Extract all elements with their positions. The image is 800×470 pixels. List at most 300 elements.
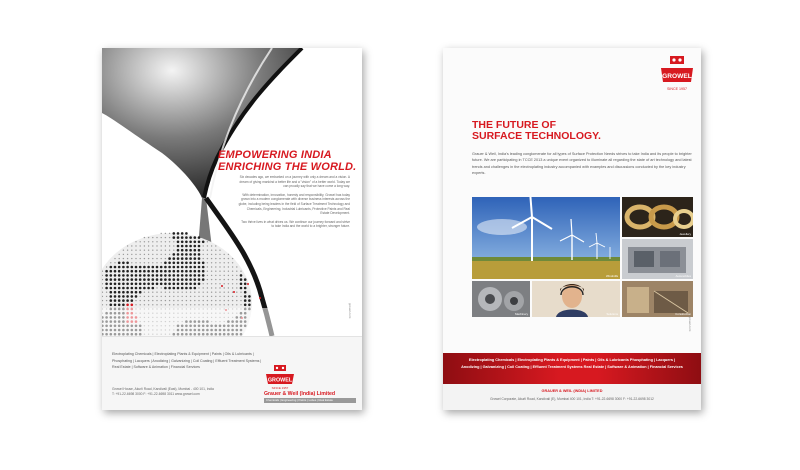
globe-dot	[135, 304, 136, 305]
globe-dot	[118, 304, 121, 307]
globe-dot	[219, 283, 220, 284]
globe-dot	[219, 271, 220, 272]
globe-dot	[122, 266, 125, 269]
globe-dot	[198, 236, 201, 239]
globe-dot	[118, 291, 121, 294]
globe-dot	[165, 254, 166, 255]
globe-dot	[185, 266, 188, 269]
globe-dot	[236, 275, 237, 276]
globe-dot	[118, 274, 121, 277]
globe-dot	[143, 266, 146, 269]
left-tagline: Chemicals | Engineering | Paints | Lubes | Real Estate	[264, 398, 356, 403]
globe-dot	[131, 287, 134, 290]
globe-dot	[131, 283, 134, 286]
globe-dot	[148, 262, 149, 263]
globe-dot	[135, 258, 136, 259]
globe-dot	[152, 266, 155, 269]
globe-dot	[190, 296, 191, 297]
globe-dot	[105, 274, 108, 277]
globe-dot	[181, 266, 184, 269]
globe-dot	[215, 258, 216, 259]
globe-dot	[211, 279, 212, 280]
globe-dot	[198, 274, 201, 277]
globe-dot	[156, 258, 157, 259]
globe-dot	[240, 296, 241, 297]
globe-dot	[164, 262, 167, 265]
globe-dot	[173, 241, 174, 242]
globe-dot	[240, 304, 241, 305]
globe-dot	[126, 262, 129, 265]
globe-dot	[140, 262, 141, 263]
globe-dot	[203, 258, 204, 259]
globe-dot	[156, 296, 157, 297]
globe-dot	[165, 245, 166, 246]
globe-dot	[152, 287, 155, 290]
globe-dot	[181, 287, 184, 290]
globe-dot	[211, 292, 212, 293]
globe-dot	[232, 283, 233, 284]
globe-dot	[118, 295, 121, 298]
globe-dot	[215, 266, 216, 267]
globe-dot	[123, 258, 124, 259]
globe-dot	[198, 304, 199, 305]
globe-dot	[144, 258, 145, 259]
globe-dot	[177, 278, 180, 281]
globe-dot	[228, 304, 229, 305]
globe-dot	[156, 241, 157, 242]
globe-dot	[148, 296, 149, 297]
left-address-line: Growel House, Akurli Road, Kandivali (East), Mumbai - 400 101, India	[112, 387, 214, 391]
logo-since: SINCE 1957	[667, 87, 687, 91]
globe-dot	[203, 304, 204, 305]
globe-dot	[181, 232, 184, 235]
globe-dot	[228, 296, 229, 297]
globe-dot	[152, 300, 153, 301]
globe-dot	[236, 296, 237, 297]
globe-dot	[247, 283, 249, 285]
product-band-text: Electroplating Chemicals | Electroplating Plants & Equipment | Paints | Oils & Lubricants Phosphating | Lacquers | Anodizing | Galvanizing | Coil Coating | Effluent Treatment Systems Real Estate | Software & Animation | Financial Services	[461, 358, 683, 369]
globe-dot	[131, 245, 132, 246]
globe-dot	[185, 249, 188, 252]
globe-dot	[164, 287, 167, 290]
globe-dot	[173, 283, 176, 286]
globe-dot	[194, 266, 197, 269]
globe-dot	[173, 245, 174, 246]
globe-dot	[156, 300, 157, 301]
globe-dot	[161, 250, 162, 251]
globe-dot	[177, 236, 180, 239]
globe-dot	[165, 296, 166, 297]
globe-dot	[202, 274, 205, 277]
globe-dot	[156, 304, 157, 305]
globe-dot	[177, 232, 180, 235]
globe-dot	[228, 262, 229, 263]
globe-dot	[119, 254, 120, 255]
globe-dot	[173, 232, 176, 235]
globe-dot	[140, 300, 141, 301]
globe-dot	[202, 266, 205, 269]
globe-dot	[131, 304, 134, 307]
globe-dot	[135, 270, 138, 273]
globe-dot	[207, 292, 208, 293]
globe-dot	[110, 283, 113, 286]
globe-dot	[177, 262, 180, 265]
wind-turbines-image	[472, 197, 620, 279]
globe-dot	[135, 262, 136, 263]
globe-dot	[211, 250, 212, 251]
globe-dot	[198, 287, 199, 288]
machinery-photo	[472, 281, 530, 317]
globe-dot	[135, 245, 136, 246]
globe-dot	[232, 287, 233, 288]
globe-dot	[189, 283, 192, 286]
globe-dot	[181, 274, 184, 277]
globe-dot	[181, 245, 184, 248]
left-body-paragraph: Six decades ago, we embarked on a journey with only a dream and a vision. A dream of giving mankind a better life and a "vision" of a better world. Today we can proudly say that we have come a long way.	[239, 175, 350, 189]
globe-dot	[156, 262, 157, 263]
right-footer	[443, 384, 701, 410]
right-company-name: GRAUER & WEIL (INDIA) LIMITED	[541, 389, 603, 393]
left-company-name: Grauer & Weil (India) Limited	[264, 391, 336, 397]
globe-dot	[135, 266, 138, 269]
globe-dot	[118, 262, 121, 265]
globe-dot	[126, 283, 129, 286]
globe-dot	[160, 278, 163, 281]
globe-dot	[118, 270, 121, 273]
globe-dot	[110, 278, 113, 281]
globe-dot	[185, 253, 188, 256]
globe-dot	[177, 241, 180, 244]
globe-dot	[148, 300, 149, 301]
globe-dot	[169, 254, 170, 255]
globe-dot	[131, 291, 134, 294]
globe-dot	[181, 249, 184, 252]
globe-dot	[135, 250, 136, 251]
globe-dot	[135, 254, 136, 255]
globe-dot	[173, 262, 176, 265]
globe-dot	[161, 262, 162, 263]
right-body-copy: Grauer & Weil, India's leading conglomerate for all types of Surface Protection Needs strives to take India and its people to brighter future. We are participating in TCCE 2013 a unique event organized to illuminate all regarding the state of art technology and latest trends and challenges in the electroplating industry accompanied with examples and discussions conducted by the key industry experts.	[472, 152, 692, 176]
globe-dot	[126, 295, 129, 298]
globe-dot	[203, 287, 204, 288]
globe-dot	[224, 292, 225, 293]
globe-dot	[173, 292, 174, 293]
globe-dot	[203, 296, 204, 297]
globe-dot	[198, 296, 199, 297]
globe-dot	[236, 279, 237, 280]
globe-dot	[198, 241, 201, 244]
globe-dot	[215, 254, 216, 255]
globe-dot	[215, 245, 216, 246]
globe-dot	[160, 283, 163, 286]
globe-dot	[211, 245, 212, 246]
globe-dot	[185, 283, 188, 286]
globe-dot	[190, 292, 191, 293]
globe-dot	[139, 266, 142, 269]
left-headline-line2: ENRICHING THE WORLD.	[218, 161, 357, 173]
left-advertisement-page	[102, 48, 362, 410]
globe-dot	[207, 275, 208, 276]
globe-dot	[233, 291, 235, 293]
globe-dot	[215, 275, 216, 276]
globe-dot	[202, 270, 205, 273]
globe-dot	[185, 241, 188, 244]
globe-dot	[189, 270, 192, 273]
globe-dot	[169, 304, 170, 305]
globe-dot	[228, 275, 229, 276]
globe-dot	[259, 297, 261, 299]
globe-dot	[244, 291, 247, 294]
globe-dot	[165, 292, 166, 293]
globe-dot	[185, 274, 188, 277]
globe-dot	[114, 258, 115, 259]
globe-dot	[126, 266, 129, 269]
globe-dot	[110, 274, 113, 277]
globe-dot	[110, 299, 113, 302]
globe-dot	[228, 271, 229, 272]
globe-dot	[135, 291, 138, 294]
globe-dot	[144, 250, 145, 251]
globe-dot	[114, 299, 117, 302]
globe-dot	[131, 262, 132, 263]
globe-dot	[131, 278, 134, 281]
globe-dot	[114, 270, 117, 273]
globe-dot	[182, 292, 183, 293]
globe-dot	[118, 287, 121, 290]
globe-dot	[144, 296, 145, 297]
globe-dot	[228, 258, 229, 259]
globe-dot	[215, 279, 216, 280]
globe-dot	[148, 258, 149, 259]
globe-dot	[161, 287, 162, 288]
globe-dot	[143, 287, 146, 290]
globe-dot	[211, 283, 212, 284]
globe-dot	[244, 283, 247, 286]
globe-dot	[152, 245, 153, 246]
globe-dot	[203, 292, 204, 293]
globe-dot	[152, 237, 153, 238]
globe-dot	[161, 258, 162, 259]
photo-collage	[472, 197, 693, 317]
globe-dot	[122, 278, 125, 281]
globe-dot	[211, 300, 212, 301]
globe-dot	[152, 274, 155, 277]
globe-dot	[186, 304, 187, 305]
globe-dot	[144, 300, 145, 301]
globe-dot	[240, 283, 243, 286]
globe-dot	[165, 300, 166, 301]
automobile-image	[622, 239, 693, 279]
globe-dot	[211, 304, 212, 305]
photo-label: Automobiles	[675, 274, 691, 278]
globe-dot	[164, 270, 167, 273]
globe-dot	[164, 266, 167, 269]
globe-dot	[203, 245, 204, 246]
right-side-credit: growel.com	[688, 316, 692, 332]
globe-dot	[173, 304, 174, 305]
automobile-photo	[622, 239, 693, 279]
globe-dot	[189, 266, 192, 269]
globe-dot	[127, 254, 128, 255]
globe-dot	[194, 249, 197, 252]
globe-dot	[224, 262, 225, 263]
left-footer	[102, 336, 362, 410]
globe-dot	[185, 245, 188, 248]
globe-dot	[169, 233, 170, 234]
globe-dot	[194, 236, 197, 239]
globe-dot	[228, 287, 229, 288]
globe-dot	[106, 304, 107, 305]
globe-dot	[164, 278, 167, 281]
globe-dot	[152, 283, 155, 286]
globe-dot	[144, 245, 145, 246]
globe-dot	[215, 250, 216, 251]
globe-dot	[202, 278, 205, 281]
globe-dot	[228, 254, 229, 255]
globe-dot	[211, 266, 212, 267]
wind-turbines-photo	[472, 197, 620, 279]
globe-dot	[122, 299, 125, 302]
globe-dot	[232, 262, 233, 263]
globe-dot	[114, 266, 117, 269]
globe-dot	[185, 287, 188, 290]
globe-dot	[127, 258, 128, 259]
globe-dot	[139, 270, 142, 273]
globe-dot	[110, 262, 111, 263]
globe-dot	[215, 304, 216, 305]
globe-dot	[236, 271, 237, 272]
globe-dot	[148, 304, 149, 305]
globe-dot	[152, 258, 153, 259]
globe-dot	[177, 245, 180, 248]
globe-dot	[173, 270, 176, 273]
globe-dot	[177, 249, 180, 252]
globe-dot	[194, 292, 195, 293]
globe-dot	[181, 278, 184, 281]
globe-dot	[156, 283, 159, 286]
globe-dot	[215, 262, 216, 263]
globe-dot	[110, 266, 113, 269]
photo-label: Construction	[675, 312, 691, 316]
globe-dot	[156, 274, 159, 277]
globe-dot	[152, 270, 155, 273]
globe-dot	[173, 250, 174, 251]
globe-dot	[215, 300, 216, 301]
globe-dot	[177, 257, 180, 260]
globe-dot	[211, 296, 212, 297]
globe-dot	[177, 270, 180, 273]
globe-dot	[236, 304, 237, 305]
globe-dot	[110, 287, 113, 290]
globe-dot	[156, 250, 157, 251]
photo-label: Machinery	[515, 312, 528, 316]
globe-dot	[228, 266, 229, 267]
globe-dot	[156, 287, 157, 288]
globe-dot	[219, 279, 220, 280]
globe-dot	[207, 250, 208, 251]
globe-dot	[114, 274, 117, 277]
globe-dot	[160, 270, 163, 273]
globe-dot	[215, 292, 216, 293]
left-contact-line: T: +91-22-6698 3000 F: +91-22-6698 3011 www.growel.com	[112, 392, 200, 397]
right-advertisement-page	[443, 48, 701, 410]
globe-dot	[244, 299, 247, 302]
globe-dot	[198, 292, 199, 293]
left-address	[112, 387, 262, 397]
support-agent-photo	[532, 281, 620, 317]
globe-dot	[139, 274, 142, 277]
globe-dot	[169, 300, 170, 301]
globe-dot	[110, 270, 113, 273]
globe-dot	[189, 287, 192, 290]
globe-dot	[173, 266, 176, 269]
globe-dot	[126, 274, 129, 277]
globe-dot	[189, 257, 192, 260]
globe-dot	[194, 270, 197, 273]
globe-dot	[114, 304, 117, 307]
globe-dot	[211, 275, 212, 276]
left-headline-line1: EMPOWERING INDIA	[218, 149, 332, 161]
globe-dot	[148, 250, 149, 251]
globe-dot	[198, 253, 201, 256]
globe-dot	[161, 245, 162, 246]
globe-dot	[110, 304, 113, 307]
globe-dot	[135, 274, 138, 277]
globe-dot	[198, 283, 201, 286]
globe-dot	[105, 278, 108, 281]
globe-dot	[228, 279, 229, 280]
globe-dot	[198, 249, 201, 252]
globe-dot	[140, 245, 141, 246]
globe-dot	[186, 292, 187, 293]
globe-dot	[207, 279, 208, 280]
globe-dot	[244, 295, 247, 298]
globe-dot	[168, 278, 171, 281]
globe-dot	[194, 304, 195, 305]
globe-dot	[177, 296, 178, 297]
globe-dot	[148, 237, 149, 238]
globe-dot	[189, 262, 192, 265]
globe-dot	[198, 266, 201, 269]
globe-dot	[118, 278, 121, 281]
globe-dot	[177, 274, 180, 277]
globe-dot	[224, 254, 225, 255]
globe-dot	[168, 262, 171, 265]
globe-dot	[181, 236, 184, 239]
globe-dot	[164, 283, 167, 286]
globe-dot	[219, 287, 220, 288]
globe-dot	[131, 274, 134, 277]
globe-dot	[165, 241, 166, 242]
globe-dot	[126, 278, 129, 281]
globe-dot	[105, 283, 108, 286]
globe-dot	[122, 287, 125, 290]
globe-dot	[161, 233, 162, 234]
globe-dot	[161, 254, 162, 255]
globe-dot	[219, 250, 220, 251]
globe-dot	[236, 300, 237, 301]
globe-dot	[122, 283, 125, 286]
globe-dot	[194, 274, 197, 277]
left-side-credit: growel.com	[348, 303, 352, 319]
globe-dot	[165, 250, 166, 251]
globe-dot	[165, 233, 166, 234]
globe-dot	[185, 278, 188, 281]
right-headline-line1: THE FUTURE OF	[472, 119, 556, 131]
globe-dot	[232, 279, 233, 280]
globe-dot	[177, 304, 178, 305]
globe-dot	[207, 258, 208, 259]
